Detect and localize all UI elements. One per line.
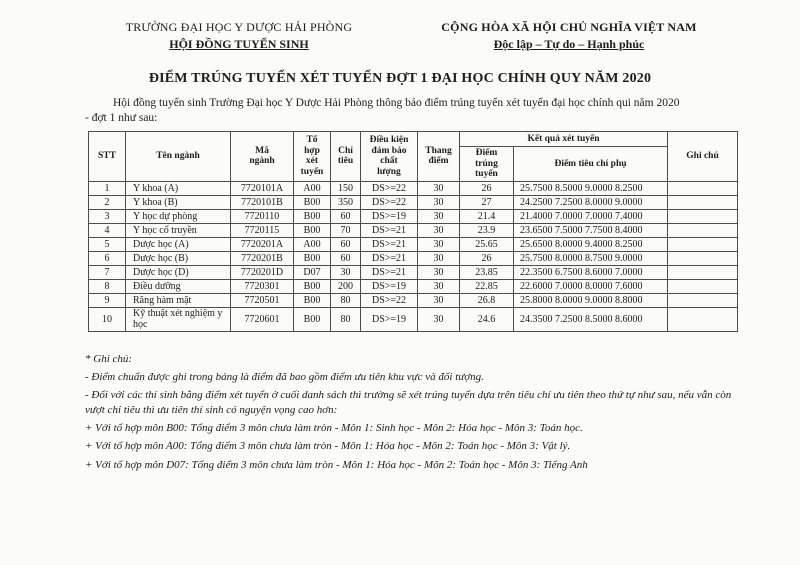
notes-title: * Ghi chú: <box>85 352 133 365</box>
document-title: ĐIỂM TRÚNG TUYỂN XÉT TUYỂN ĐỢT 1 ĐẠI HỌC CHÍNH QUY NĂM 2020 <box>148 71 652 86</box>
cell-diem-tieu-chi-phu: 25.7500 8.5000 9.0000 8.2500 <box>514 181 668 195</box>
cell-ma-nganh: 7720201B <box>231 251 294 265</box>
cell-to-hop: B00 <box>294 279 331 293</box>
cell-ghi-chu <box>668 293 738 307</box>
intro-continuation: - đợt 1 như sau: <box>85 112 158 124</box>
table-row <box>89 237 738 251</box>
cell-chi-tieu: 60 <box>331 209 361 223</box>
cell-diem-tieu-chi-phu: 24.3500 7.2500 8.5000 8.6000 <box>514 307 668 331</box>
cell-thang-diem: 30 <box>418 279 460 293</box>
cell-chi-tieu: 200 <box>331 279 361 293</box>
header-dieu-kien-dam-bao-chat-luong: Điều kiện đảm bảo chất lượng <box>361 132 418 182</box>
cell-ten-nganh: Y học cổ truyền <box>126 223 231 237</box>
cell-ma-nganh: 7720201D <box>231 265 294 279</box>
cell-dieu-kien: DS>=19 <box>361 307 418 331</box>
admission-score-table <box>88 131 738 332</box>
admission-council-name: HỘI ĐỒNG TUYỂN SINH <box>169 37 309 51</box>
header-ket-qua-xet-tuyen: Kết quả xét tuyển <box>460 132 668 147</box>
cell-stt: 4 <box>89 223 126 237</box>
national-title: CỘNG HÒA XÃ HỘI CHỦ NGHĨA VIỆT NAM <box>441 20 697 34</box>
cell-to-hop: B00 <box>294 209 331 223</box>
header-diem-trung-tuyen: Điểm trúng tuyển <box>460 147 514 182</box>
header-to-hop-xet-tuyen: Tổ hợp xét tuyển <box>294 132 331 182</box>
cell-ghi-chu <box>668 195 738 209</box>
cell-stt: 8 <box>89 279 126 293</box>
table-row <box>89 251 738 265</box>
intro-paragraph: Hội đồng tuyển sinh Trường Đại học Y Dược Hải Phòng thông báo điểm trúng tuyển xét tuyển đại học chính qui năm 2020 <box>113 97 680 109</box>
cell-thang-diem: 30 <box>418 265 460 279</box>
table-row <box>89 195 738 209</box>
cell-thang-diem: 30 <box>418 223 460 237</box>
cell-thang-diem: 30 <box>418 237 460 251</box>
cell-ghi-chu <box>668 279 738 293</box>
cell-ten-nganh: Dược học (D) <box>126 265 231 279</box>
cell-ghi-chu <box>668 251 738 265</box>
cell-to-hop: D07 <box>294 265 331 279</box>
cell-diem-tieu-chi-phu: 23.6500 7.5000 7.7500 8.4000 <box>514 223 668 237</box>
cell-chi-tieu: 30 <box>331 265 361 279</box>
cell-ma-nganh: 7720101A <box>231 181 294 195</box>
cell-diem-trung-tuyen: 26 <box>460 181 514 195</box>
cell-dieu-kien: DS>=21 <box>361 223 418 237</box>
cell-diem-trung-tuyen: 26 <box>460 251 514 265</box>
cell-ten-nganh: Điều dưỡng <box>126 279 231 293</box>
note-line: + Với tổ hợp môn D07: Tổng điểm 3 môn chưa làm tròn - Môn 1: Hóa học - Môn 2: Toán học - Môn 3: Tiếng Anh <box>85 458 588 471</box>
cell-ten-nganh: Răng hàm mặt <box>126 293 231 307</box>
cell-ma-nganh: 7720601 <box>231 307 294 331</box>
header-ten-nganh: Tên ngành <box>126 132 231 182</box>
table-row <box>89 265 738 279</box>
header-right-block <box>420 20 718 52</box>
cell-dieu-kien: DS>=21 <box>361 265 418 279</box>
cell-dieu-kien: DS>=21 <box>361 237 418 251</box>
cell-ghi-chu <box>668 307 738 331</box>
cell-stt: 1 <box>89 181 126 195</box>
cell-chi-tieu: 80 <box>331 293 361 307</box>
cell-diem-tieu-chi-phu: 22.6000 7.0000 8.0000 7.6000 <box>514 279 668 293</box>
cell-diem-tieu-chi-phu: 25.6500 8.0000 9.4000 8.2500 <box>514 237 668 251</box>
cell-ten-nganh: Y khoa (A) <box>126 181 231 195</box>
cell-ten-nganh: Dược học (B) <box>126 251 231 265</box>
national-motto: Độc lập – Tự do – Hạnh phúc <box>493 37 645 51</box>
note-line: + Với tổ hợp môn A00: Tổng điểm 3 môn chưa làm tròn - Môn 1: Hóa học - Môn 2: Toán học - Môn 3: Vật lý. <box>85 440 571 453</box>
cell-thang-diem: 30 <box>418 293 460 307</box>
cell-diem-trung-tuyen: 21.4 <box>460 209 514 223</box>
header-ma-nganh: Mã ngành <box>231 132 294 182</box>
cell-ma-nganh: 7720115 <box>231 223 294 237</box>
cell-stt: 6 <box>89 251 126 265</box>
header-left-block <box>98 20 380 52</box>
cell-to-hop: B00 <box>294 307 331 331</box>
cell-chi-tieu: 150 <box>331 181 361 195</box>
cell-diem-tieu-chi-phu: 25.7500 8.0000 8.7500 9.0000 <box>514 251 668 265</box>
cell-dieu-kien: DS>=22 <box>361 195 418 209</box>
table-row <box>89 223 738 237</box>
cell-diem-trung-tuyen: 23.9 <box>460 223 514 237</box>
table-row <box>89 293 738 307</box>
cell-dieu-kien: DS>=19 <box>361 279 418 293</box>
note-line: - Đối với các thí sinh bằng điểm xét tuyển ở cuối danh sách thì trường sẽ xét trúng tuyển dựa trên tiêu chí ưu tiên theo thứ tự như sau, nếu vẫn còn vượt chỉ tiêu thì ưu tiên thí sinh có nguyện vọng cao hơn: <box>85 389 732 416</box>
header-diem-tieu-chi-phu: Điểm tiêu chí phụ <box>514 147 668 182</box>
note-line: - Điểm chuẩn được ghi trong bảng là điểm đã bao gồm điểm ưu tiên khu vực và đối tượng. <box>85 371 484 384</box>
cell-to-hop: B00 <box>294 251 331 265</box>
cell-diem-tieu-chi-phu: 25.8000 8.0000 9.0000 8.8000 <box>514 293 668 307</box>
cell-ten-nganh: Y khoa (B) <box>126 195 231 209</box>
cell-diem-tieu-chi-phu: 21.4000 7.0000 7.0000 7.4000 <box>514 209 668 223</box>
cell-diem-trung-tuyen: 26.8 <box>460 293 514 307</box>
cell-ghi-chu <box>668 209 738 223</box>
university-name: TRƯỜNG ĐẠI HỌC Y DƯỢC HẢI PHÒNG <box>125 20 353 34</box>
cell-dieu-kien: DS>=22 <box>361 181 418 195</box>
table-row <box>89 181 738 195</box>
cell-ghi-chu <box>668 265 738 279</box>
cell-ten-nganh: Dược học (A) <box>126 237 231 251</box>
header-stt: STT <box>89 132 126 182</box>
cell-ten-nganh: Kỹ thuật xét nghiệm y học <box>126 307 231 331</box>
cell-dieu-kien: DS>=19 <box>361 209 418 223</box>
document-letterhead <box>0 0 800 52</box>
cell-thang-diem: 30 <box>418 251 460 265</box>
cell-ten-nganh: Y học dự phòng <box>126 209 231 223</box>
cell-to-hop: B00 <box>294 293 331 307</box>
cell-to-hop: A00 <box>294 237 331 251</box>
cell-ghi-chu <box>668 237 738 251</box>
cell-chi-tieu: 60 <box>331 251 361 265</box>
cell-ghi-chu <box>668 181 738 195</box>
header-ghi-chu: Ghi chú <box>668 132 738 182</box>
admission-table-body <box>89 181 738 331</box>
cell-ma-nganh: 7720110 <box>231 209 294 223</box>
cell-stt: 10 <box>89 307 126 331</box>
table-row <box>89 279 738 293</box>
cell-thang-diem: 30 <box>418 195 460 209</box>
cell-diem-trung-tuyen: 22.85 <box>460 279 514 293</box>
cell-ma-nganh: 7720201A <box>231 237 294 251</box>
note-line: + Với tổ hợp môn B00: Tổng điểm 3 môn chưa làm tròn - Môn 1: Sinh học - Môn 2: Hóa học - Môn 3: Toán học. <box>85 422 583 435</box>
cell-stt: 2 <box>89 195 126 209</box>
cell-diem-trung-tuyen: 24.6 <box>460 307 514 331</box>
cell-chi-tieu: 70 <box>331 223 361 237</box>
cell-dieu-kien: DS>=21 <box>361 251 418 265</box>
table-row <box>89 209 738 223</box>
cell-chi-tieu: 80 <box>331 307 361 331</box>
header-thang-diem: Thang điểm <box>418 132 460 182</box>
cell-diem-tieu-chi-phu: 22.3500 6.7500 8.6000 7.0000 <box>514 265 668 279</box>
cell-stt: 9 <box>89 293 126 307</box>
cell-stt: 5 <box>89 237 126 251</box>
cell-stt: 3 <box>89 209 126 223</box>
table-header <box>89 132 738 182</box>
cell-dieu-kien: DS>=22 <box>361 293 418 307</box>
cell-to-hop: B00 <box>294 223 331 237</box>
table-header-row-1 <box>89 132 738 147</box>
cell-diem-trung-tuyen: 27 <box>460 195 514 209</box>
header-chi-tieu: Chỉ tiêu <box>331 132 361 182</box>
cell-chi-tieu: 60 <box>331 237 361 251</box>
table-row <box>89 307 738 331</box>
cell-ma-nganh: 7720301 <box>231 279 294 293</box>
cell-thang-diem: 30 <box>418 307 460 331</box>
cell-diem-trung-tuyen: 25.65 <box>460 237 514 251</box>
cell-ma-nganh: 7720501 <box>231 293 294 307</box>
cell-diem-tieu-chi-phu: 24.2500 7.2500 8.0000 9.0000 <box>514 195 668 209</box>
cell-stt: 7 <box>89 265 126 279</box>
cell-chi-tieu: 350 <box>331 195 361 209</box>
cell-to-hop: B00 <box>294 195 331 209</box>
notes-section <box>85 352 744 472</box>
cell-thang-diem: 30 <box>418 209 460 223</box>
cell-ghi-chu <box>668 223 738 237</box>
cell-ma-nganh: 7720101B <box>231 195 294 209</box>
cell-to-hop: A00 <box>294 181 331 195</box>
cell-thang-diem: 30 <box>418 181 460 195</box>
cell-diem-trung-tuyen: 23.85 <box>460 265 514 279</box>
